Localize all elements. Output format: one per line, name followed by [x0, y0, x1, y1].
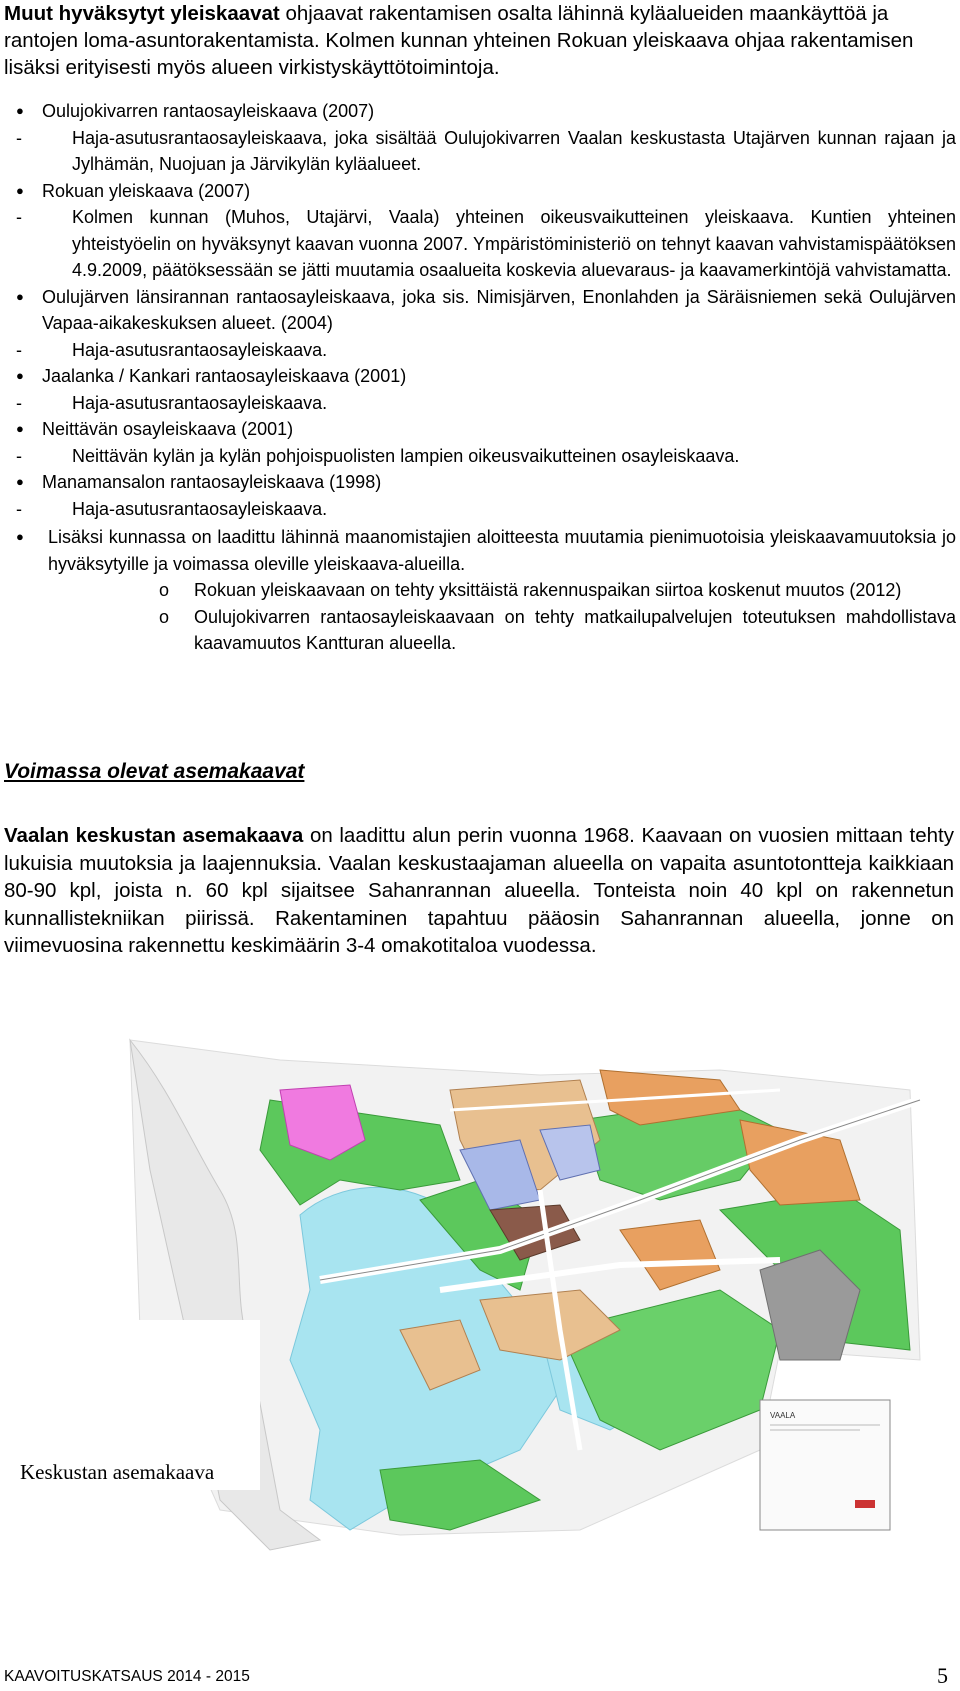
- plan-description-text: Haja-asutusrantaosayleiskaava.: [72, 392, 328, 413]
- sub-item-text: Oulujokivarren rantaosayleiskaavaan on tehty matkailupalvelujen toteutuksen mahdollistava kaavamuutos Kantturan alueella.: [194, 606, 956, 653]
- list-item: [16, 524, 956, 577]
- plan-description-text: Neittävän kylän ja kylän pohjoispuolisten lampien oikeusvaikutteinen osayleiskaava.: [72, 445, 740, 466]
- plan-description: - Haja-asutusrantaosayleiskaava.: [16, 496, 956, 523]
- plan-title: Oulujokivarren rantaosayleiskaava (2007): [42, 101, 375, 121]
- plan-description: - Haja-asutusrantaosayleiskaava.: [16, 390, 956, 417]
- plan-title: Neittävän osayleiskaava (2001): [42, 419, 294, 439]
- list-item: [16, 98, 956, 125]
- bullet-icon: ●: [16, 103, 24, 118]
- plan-title: Jaalanka / Kankari rantaosayleiskaava (2001): [42, 366, 407, 386]
- list-item: [16, 469, 956, 496]
- page-number: 5: [937, 1663, 948, 1688]
- bullet-icon: ●: [16, 182, 24, 198]
- intro-paragraph: [4, 0, 944, 81]
- intro-bold: Muut hyväksytyt yleiskaavat: [4, 2, 280, 25]
- section-heading: Voimassa olevat asemakaavat: [4, 760, 305, 783]
- circle-bullet-icon: o: [159, 606, 170, 627]
- plan-title: Oulujärven länsirannan rantaosayleiskaava, joka sis. Nimisjärven, Enonlahden ja Säräisniemen sekä Oulujärven Vapaa-aikakeskuksen alueet. (2004): [42, 286, 956, 333]
- intro-text: ohjaavat rakentamisen osalta lähinnä kyläalueiden maankäyttöä ja rantojen loma-asuntorakentamista. Kolmen kunnan yhteinen Rokuan yleiskaava ohjaa rakentamisen lisäksi erityisesti myös alueen virkistyskäyttötoimintoja.: [4, 2, 914, 79]
- map-caption: Keskustan asemakaava: [20, 1460, 215, 1484]
- bullet-icon: ●: [16, 288, 24, 304]
- sub-item-text: Rokuan yleiskaavaan on tehty yksittäistä rakennuspaikan siirtoa koskenut muutos (2012): [194, 580, 902, 600]
- plan-title: Rokuan yleiskaava (2007): [42, 180, 251, 201]
- plan-list: [16, 98, 956, 657]
- plan-description: - Neittävän kylän ja kylän pohjoispuolisten lampien oikeusvaikutteinen osayleiskaava.: [16, 443, 956, 470]
- bullet-icon: ●: [16, 368, 24, 383]
- bullet-icon: ●: [16, 529, 24, 544]
- bullet-icon: ●: [16, 474, 24, 489]
- plan-description-text: Haja-asutusrantaosayleiskaava.: [72, 498, 328, 519]
- paragraph-text: on laadittu alun perin vuonna 1968. Kaavaan on vuosien mittaan tehty lukuisia muutoksia ja laajennuksia. Vaalan keskustaajaman alueella on vapaita asuntotontteja kaikkiaan 80-90 kpl, joista n. 60 kpl sijaitsee Sahanrannan alueella. Tonteista noin 40 kpl on rakennetun kunnallistekniikan piirissä. Rakentaminen tapahtuu pääosin Sahanrannan alueella, jonne on viimevuosina rakennettu keskimäärin 3-4 omakotitaloa vuodessa.: [4, 824, 954, 957]
- paragraph-bold: Vaalan keskustan asemakaava: [4, 824, 304, 847]
- list-item: [16, 416, 956, 443]
- map-legend-title: VAALA: [770, 1411, 796, 1420]
- sub-list-item: [16, 577, 956, 604]
- plan-description: - Haja-asutusrantaosayleiskaava, joka sisältää Oulujokivarren Vaalan keskustasta Utajärven kunnan rajaan ja Jylhämän, Nuojuan ja Järvikylän kyläalueet.: [16, 125, 956, 178]
- plan-description-text: Haja-asutusrantaosayleiskaava.: [72, 339, 328, 360]
- body-paragraph: [4, 822, 954, 960]
- list-item: [16, 363, 956, 390]
- extra-text: Lisäksi kunnassa on laadittu lähinnä maanomistajien aloitteesta muutamia pienimuotoisia yleiskaavamuutoksia jo hyväksytyille ja voimassa oleville yleiskaava-alueilla.: [48, 527, 956, 574]
- plan-description: - Kolmen kunnan (Muhos, Utajärvi, Vaala) yhteinen oikeusvaikutteinen yleiskaava. Kuntien yhteinen yhteistyöelin on hyväksynyt kaavan vuonna 2007. Ympäristöministeriö on tehnyt kaavan vahvistamispäätöksen 4.9.2009, päätöksessään se jätti muutamia osaalueita koskevia aluevaraus- ja kaavamerkintöjä vahvistamatta.: [16, 204, 956, 284]
- circle-bullet-icon: o: [159, 580, 170, 600]
- footer-title: KAAVOITUSKATSAUS 2014 - 2015: [4, 1668, 250, 1685]
- list-item: [16, 284, 956, 337]
- plan-description: - Haja-asutusrantaosayleiskaava.: [16, 337, 956, 364]
- plan-description-text: Haja-asutusrantaosayleiskaava, joka sisältää Oulujokivarren Vaalan keskustasta Utajärven kunnan rajaan ja Jylhämän, Nuojuan ja Järvikylän kyläalueet.: [72, 127, 956, 174]
- plan-title: Manamansalon rantaosayleiskaava (1998): [42, 472, 382, 492]
- sub-list-item: [16, 604, 956, 657]
- list-item: [16, 178, 956, 205]
- plan-description-text: Kolmen kunnan (Muhos, Utajärvi, Vaala) yhteinen oikeusvaikutteinen yleiskaava. Kuntien yhteinen yhteistyöelin on hyväksynyt kaavan vuonna 2007. Ympäristöministeriö on tehnyt kaavan vahvistamispäätöksen 4.9.2009, päätöksessään se jätti muutamia osaalueita koskevia aluevaraus- ja kaavamerkintöjä vahvistamatta.: [72, 207, 956, 280]
- bullet-icon: ●: [16, 421, 24, 436]
